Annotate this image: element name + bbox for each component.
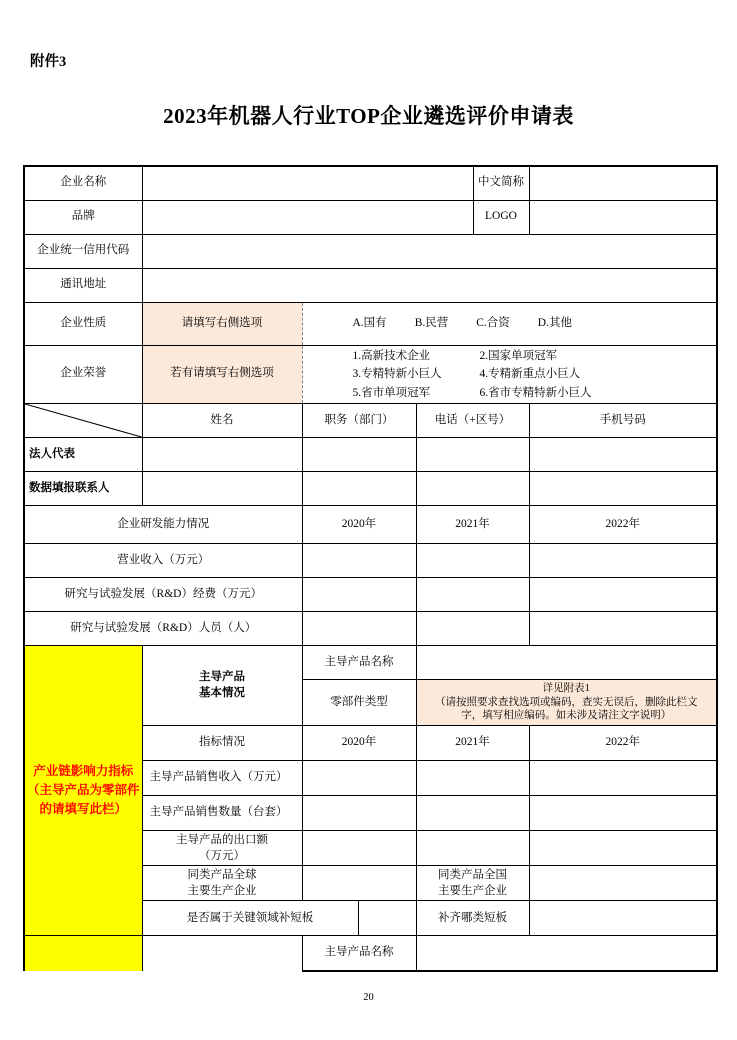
honor-hint-field[interactable]: 若有请填写右侧选项 bbox=[142, 345, 302, 404]
rnd-expense-2020-field[interactable] bbox=[302, 578, 416, 612]
table-row bbox=[24, 234, 717, 268]
credit-code-field[interactable] bbox=[142, 234, 717, 268]
contacts-header-name: 姓名 bbox=[142, 404, 302, 438]
industry-chain-side-text-line: 产业链影响力指标 bbox=[33, 763, 134, 778]
data-contact-mobile-field[interactable] bbox=[529, 472, 717, 506]
main-product-name-field[interactable] bbox=[416, 646, 717, 680]
indicator-year-2020: 2020年 bbox=[302, 726, 416, 761]
component-note-body: （请按照要求查找选项或编码，查实无误后，删除此栏文字，填写相应编码。如未涉及请注文字说明） bbox=[435, 696, 698, 722]
contacts-corner-cell bbox=[24, 404, 142, 438]
shortboard-type-label: 补齐哪类短板 bbox=[416, 901, 529, 936]
rnd-staff-2021-field[interactable] bbox=[416, 612, 529, 646]
data-contact-title-field[interactable] bbox=[302, 472, 416, 506]
export-amount-label bbox=[142, 831, 302, 866]
address-field[interactable] bbox=[142, 268, 717, 302]
honor-option: 4.专精新重点小巨人 bbox=[479, 368, 581, 380]
component-type-label: 零部件类型 bbox=[302, 680, 416, 726]
nature-option: A.国有 bbox=[352, 316, 387, 329]
export-amount-line: （万元） bbox=[199, 850, 245, 863]
cn-abbr-label: 中文简称 bbox=[473, 166, 529, 200]
table-row bbox=[24, 936, 717, 971]
logo-field[interactable] bbox=[529, 200, 717, 234]
global-producers-line: 主要生产企业 bbox=[187, 885, 257, 898]
main-product-name-label: 主导产品名称 bbox=[302, 646, 416, 680]
credit-code-label: 企业统一信用代码 bbox=[24, 234, 142, 268]
industry-chain-side-text-line: 的请填写此栏） bbox=[39, 802, 127, 817]
honor-option: 2.国家单项冠军 bbox=[479, 349, 558, 362]
shortboard-label: 是否属于关键领域补短板 bbox=[142, 901, 358, 936]
shortboard-field[interactable] bbox=[358, 901, 416, 936]
nature-option: B.民营 bbox=[414, 316, 449, 329]
export-amount-line: 主导产品的出口额 bbox=[176, 834, 268, 846]
sales-revenue-2020-field[interactable] bbox=[302, 761, 416, 796]
attachment-label: 附件3 bbox=[30, 54, 67, 70]
logo-label: LOGO bbox=[473, 200, 529, 234]
rnd-year-2021: 2021年 bbox=[416, 506, 529, 544]
table-row bbox=[24, 438, 717, 472]
main-product-header-line: 基本情况 bbox=[199, 686, 245, 699]
component-note-title: 详见附表1 bbox=[542, 682, 590, 694]
table-row bbox=[24, 200, 717, 234]
rnd-section-header: 企业研发能力情况 bbox=[24, 506, 302, 544]
cn-abbr-field[interactable] bbox=[529, 166, 717, 200]
main-product-header-line: 主导产品 bbox=[199, 670, 245, 683]
indicator-header: 指标情况 bbox=[142, 726, 302, 761]
contacts-header-phone: 电话（+区号） bbox=[416, 404, 529, 438]
table-row bbox=[24, 472, 717, 506]
nature-label: 企业性质 bbox=[24, 302, 142, 345]
next-section-side-cell bbox=[24, 936, 142, 971]
sales-volume-2022-field[interactable] bbox=[529, 796, 717, 831]
honor-label: 企业荣誉 bbox=[24, 345, 142, 404]
sales-revenue-2021-field[interactable] bbox=[416, 761, 529, 796]
export-2020-field[interactable] bbox=[302, 831, 416, 866]
contacts-header-mobile: 手机号码 bbox=[529, 404, 717, 438]
rnd-year-2022: 2022年 bbox=[529, 506, 717, 544]
legal-rep-title-field[interactable] bbox=[302, 438, 416, 472]
indicator-year-2021: 2021年 bbox=[416, 726, 529, 761]
application-form-table bbox=[23, 165, 718, 972]
company-name-field[interactable] bbox=[142, 166, 473, 200]
page-title: 2023年机器人行业TOP企业遴选评价申请表 bbox=[163, 104, 574, 128]
legal-rep-name-field[interactable] bbox=[142, 438, 302, 472]
table-row bbox=[24, 506, 717, 544]
nature-option: D.其他 bbox=[537, 316, 572, 329]
rnd-staff-2020-field[interactable] bbox=[302, 612, 416, 646]
legal-rep-phone-field[interactable] bbox=[416, 438, 529, 472]
contacts-header-title: 职务（部门） bbox=[302, 404, 416, 438]
national-producers-field[interactable] bbox=[529, 866, 717, 901]
sales-volume-label: 主导产品销售数量（台套） bbox=[142, 796, 302, 831]
honor-options bbox=[302, 345, 717, 404]
next-product-name-label: 主导产品名称 bbox=[302, 936, 416, 971]
data-contact-label: 数据填报联系人 bbox=[24, 472, 142, 506]
revenue-2022-field[interactable] bbox=[529, 544, 717, 578]
revenue-2021-field[interactable] bbox=[416, 544, 529, 578]
revenue-label: 营业收入（万元） bbox=[24, 544, 302, 578]
table-row bbox=[24, 646, 717, 680]
data-contact-phone-field[interactable] bbox=[416, 472, 529, 506]
national-producers-label bbox=[416, 866, 529, 901]
rnd-staff-2022-field[interactable] bbox=[529, 612, 717, 646]
sales-volume-2020-field[interactable] bbox=[302, 796, 416, 831]
next-section-header-cell bbox=[142, 936, 302, 971]
legal-rep-mobile-field[interactable] bbox=[529, 438, 717, 472]
sales-volume-2021-field[interactable] bbox=[416, 796, 529, 831]
table-row bbox=[24, 578, 717, 612]
honor-option: 5.省市单项冠军 bbox=[352, 386, 431, 399]
table-row bbox=[24, 268, 717, 302]
rnd-staff-label: 研究与试验发展（R&D）人员（人） bbox=[24, 612, 302, 646]
legal-rep-label: 法人代表 bbox=[24, 438, 142, 472]
rnd-expense-2022-field[interactable] bbox=[529, 578, 717, 612]
page-number: 20 bbox=[363, 992, 374, 1003]
honor-option: 6.省市专精特新小巨人 bbox=[479, 386, 592, 399]
export-2021-field[interactable] bbox=[416, 831, 529, 866]
honor-option: 1.高新技术企业 bbox=[352, 349, 431, 362]
next-product-name-field[interactable] bbox=[416, 936, 717, 971]
honor-option: 3.专精特新小巨人 bbox=[352, 368, 442, 380]
global-producers-label bbox=[142, 866, 302, 901]
nature-hint-field[interactable]: 请填写右侧选项 bbox=[142, 302, 302, 345]
rnd-year-2020: 2020年 bbox=[302, 506, 416, 544]
table-row bbox=[24, 302, 717, 345]
sales-revenue-2022-field[interactable] bbox=[529, 761, 717, 796]
industry-chain-side-text-line: （主导产品为零部件 bbox=[27, 783, 140, 797]
national-producers-line: 同类产品全国 bbox=[438, 869, 507, 882]
table-row bbox=[24, 345, 717, 404]
table-row bbox=[24, 166, 717, 200]
brand-label: 品牌 bbox=[24, 200, 142, 234]
address-label: 通讯地址 bbox=[24, 268, 142, 302]
diagonal-divider bbox=[25, 404, 142, 437]
global-producers-line: 同类产品全球 bbox=[187, 869, 257, 882]
export-2022-field[interactable] bbox=[529, 831, 717, 866]
table-row bbox=[24, 612, 717, 646]
main-product-section-header bbox=[142, 646, 302, 726]
revenue-2020-field[interactable] bbox=[302, 544, 416, 578]
sales-revenue-label: 主导产品销售收入（万元） bbox=[142, 761, 302, 796]
industry-chain-side-label bbox=[24, 646, 142, 936]
component-type-field[interactable] bbox=[416, 680, 717, 726]
nature-options bbox=[302, 302, 717, 345]
global-producers-field[interactable] bbox=[302, 866, 416, 901]
indicator-year-2022: 2022年 bbox=[529, 726, 717, 761]
rnd-expense-2021-field[interactable] bbox=[416, 578, 529, 612]
company-name-label: 企业名称 bbox=[24, 166, 142, 200]
brand-field[interactable] bbox=[142, 200, 473, 234]
table-row bbox=[24, 404, 717, 438]
rnd-expense-label: 研究与试验发展（R&D）经费（万元） bbox=[24, 578, 302, 612]
shortboard-type-field[interactable] bbox=[529, 901, 717, 936]
table-row bbox=[24, 544, 717, 578]
nature-option: C.合资 bbox=[476, 316, 510, 329]
national-producers-line: 主要生产企业 bbox=[438, 885, 507, 898]
data-contact-name-field[interactable] bbox=[142, 472, 302, 506]
